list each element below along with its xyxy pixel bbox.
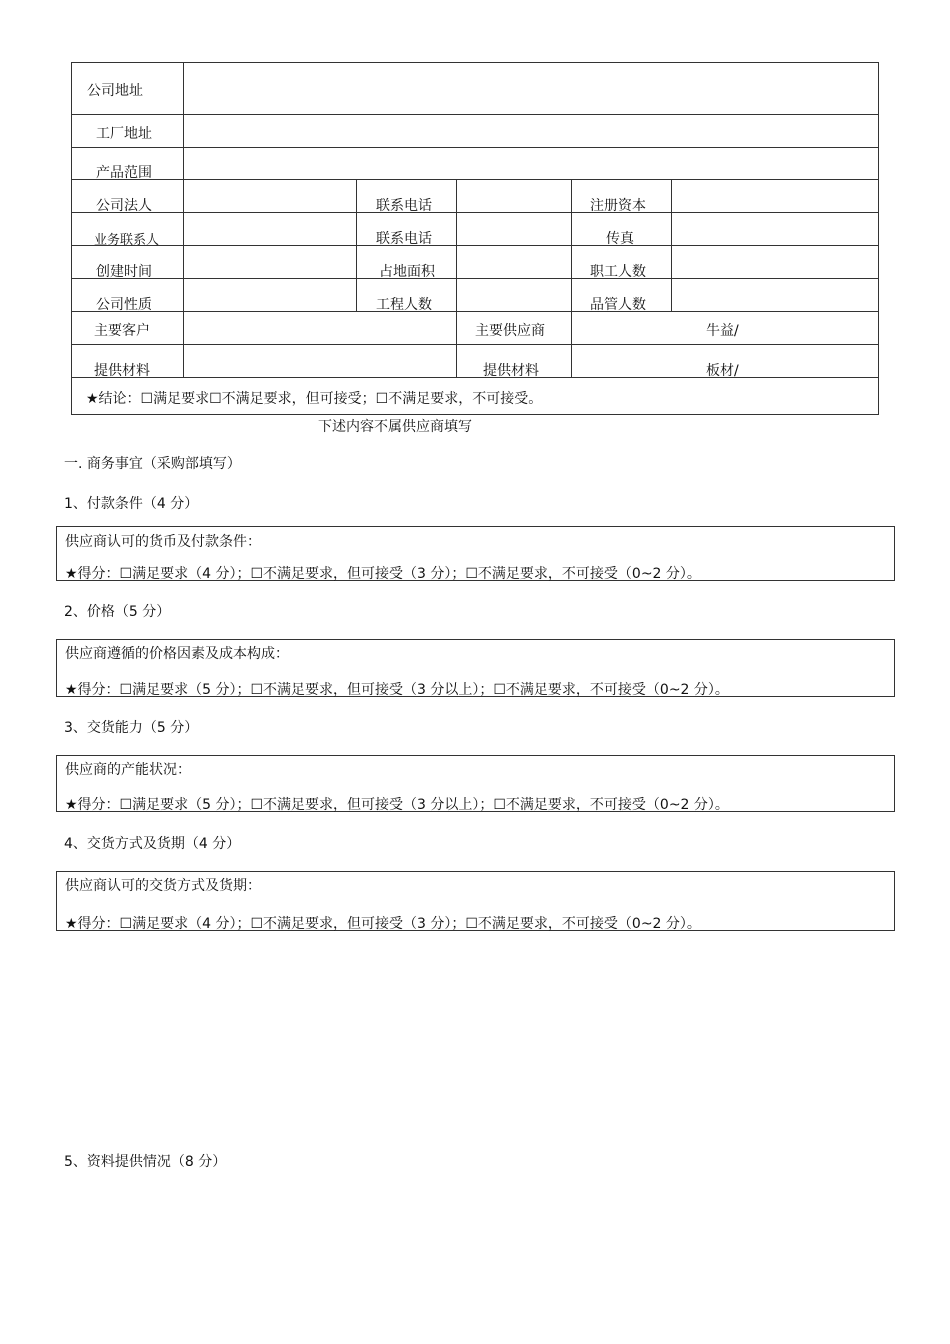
label-fax: 传真 [606,231,634,247]
column-divider [671,179,672,311]
item-heading: 5、资料提供情况（8 分） [64,1154,227,1170]
item-prompt: 供应商遵循的价格因素及成本构成： [65,646,289,662]
label-materials: 提供材料 [483,363,539,379]
note-not-supplier-fill: 下述内容不属供应商填写 [318,419,472,435]
label-product-range: 产品范围 [96,165,152,181]
score-line: ★得分：☐满足要求（5 分）；☐不满足要求，但可接受（3 分以上）；☐不满足要求，不可接受（0~2 分）。 [65,797,729,813]
label-company-nature: 公司性质 [96,297,152,313]
label-founded: 创建时间 [96,264,152,280]
label-legal-person: 公司法人 [96,198,152,214]
score-line: ★得分：☐满足要求（4 分）；☐不满足要求，但可接受（3 分）；☐不满足要求，不可接受（0~2 分）。 [65,916,701,932]
row-divider [71,147,879,148]
column-divider [456,179,457,377]
label-staff-count: 职工人数 [590,264,646,280]
label-business-contact: 业务联系人 [94,233,160,248]
supplier-value: 板材/ [706,363,739,379]
row-divider [71,114,879,115]
row-divider [71,212,879,213]
item-heading: 2、价格（5 分） [64,604,171,620]
label-main-suppliers: 主要供应商 [475,323,545,339]
label-factory-address: 工厂地址 [96,126,152,142]
label-engineer-count: 工程人数 [376,297,432,313]
label-phone: 联系电话 [376,231,432,247]
row-divider [71,311,879,312]
item-heading: 4、交货方式及货期（4 分） [64,836,241,852]
column-divider [571,179,572,377]
label-main-customers: 主要客户 [94,323,150,339]
score-line: ★得分：☐满足要求（5 分）；☐不满足要求，但可接受（3 分以上）；☐不满足要求，不可接受（0~2 分）。 [65,682,729,698]
label-qc-count: 品管人数 [590,297,646,313]
item-heading: 1、付款条件（4 分） [64,496,199,512]
item-heading: 3、交货能力（5 分） [64,720,199,736]
supplier-value: 牛益/ [706,323,739,339]
score-line: ★得分：☐满足要求（4 分）；☐不满足要求，但可接受（3 分）；☐不满足要求，不可接受（0~2 分）。 [65,566,701,582]
conclusion-line: ★结论：☐满足要求☐不满足要求，但可接受；☐不满足要求，不可接受。 [86,391,543,407]
item-prompt: 供应商的产能状况： [65,762,191,778]
label-materials: 提供材料 [94,363,150,379]
row-divider [71,344,879,345]
column-divider [183,62,184,377]
item-prompt: 供应商认可的货币及付款条件： [65,534,261,550]
label-registered-capital: 注册资本 [590,198,646,214]
section-title: 一. 商务事宜（采购部填写） [64,456,241,472]
label-phone: 联系电话 [376,198,432,214]
item-prompt: 供应商认可的交货方式及货期： [65,878,261,894]
row-divider [71,278,879,279]
row-divider [71,377,879,378]
label-company-address: 公司地址 [87,83,143,99]
row-divider [71,245,879,246]
label-area: 占地面积 [379,264,435,280]
column-divider [356,179,357,311]
row-divider [71,179,879,180]
